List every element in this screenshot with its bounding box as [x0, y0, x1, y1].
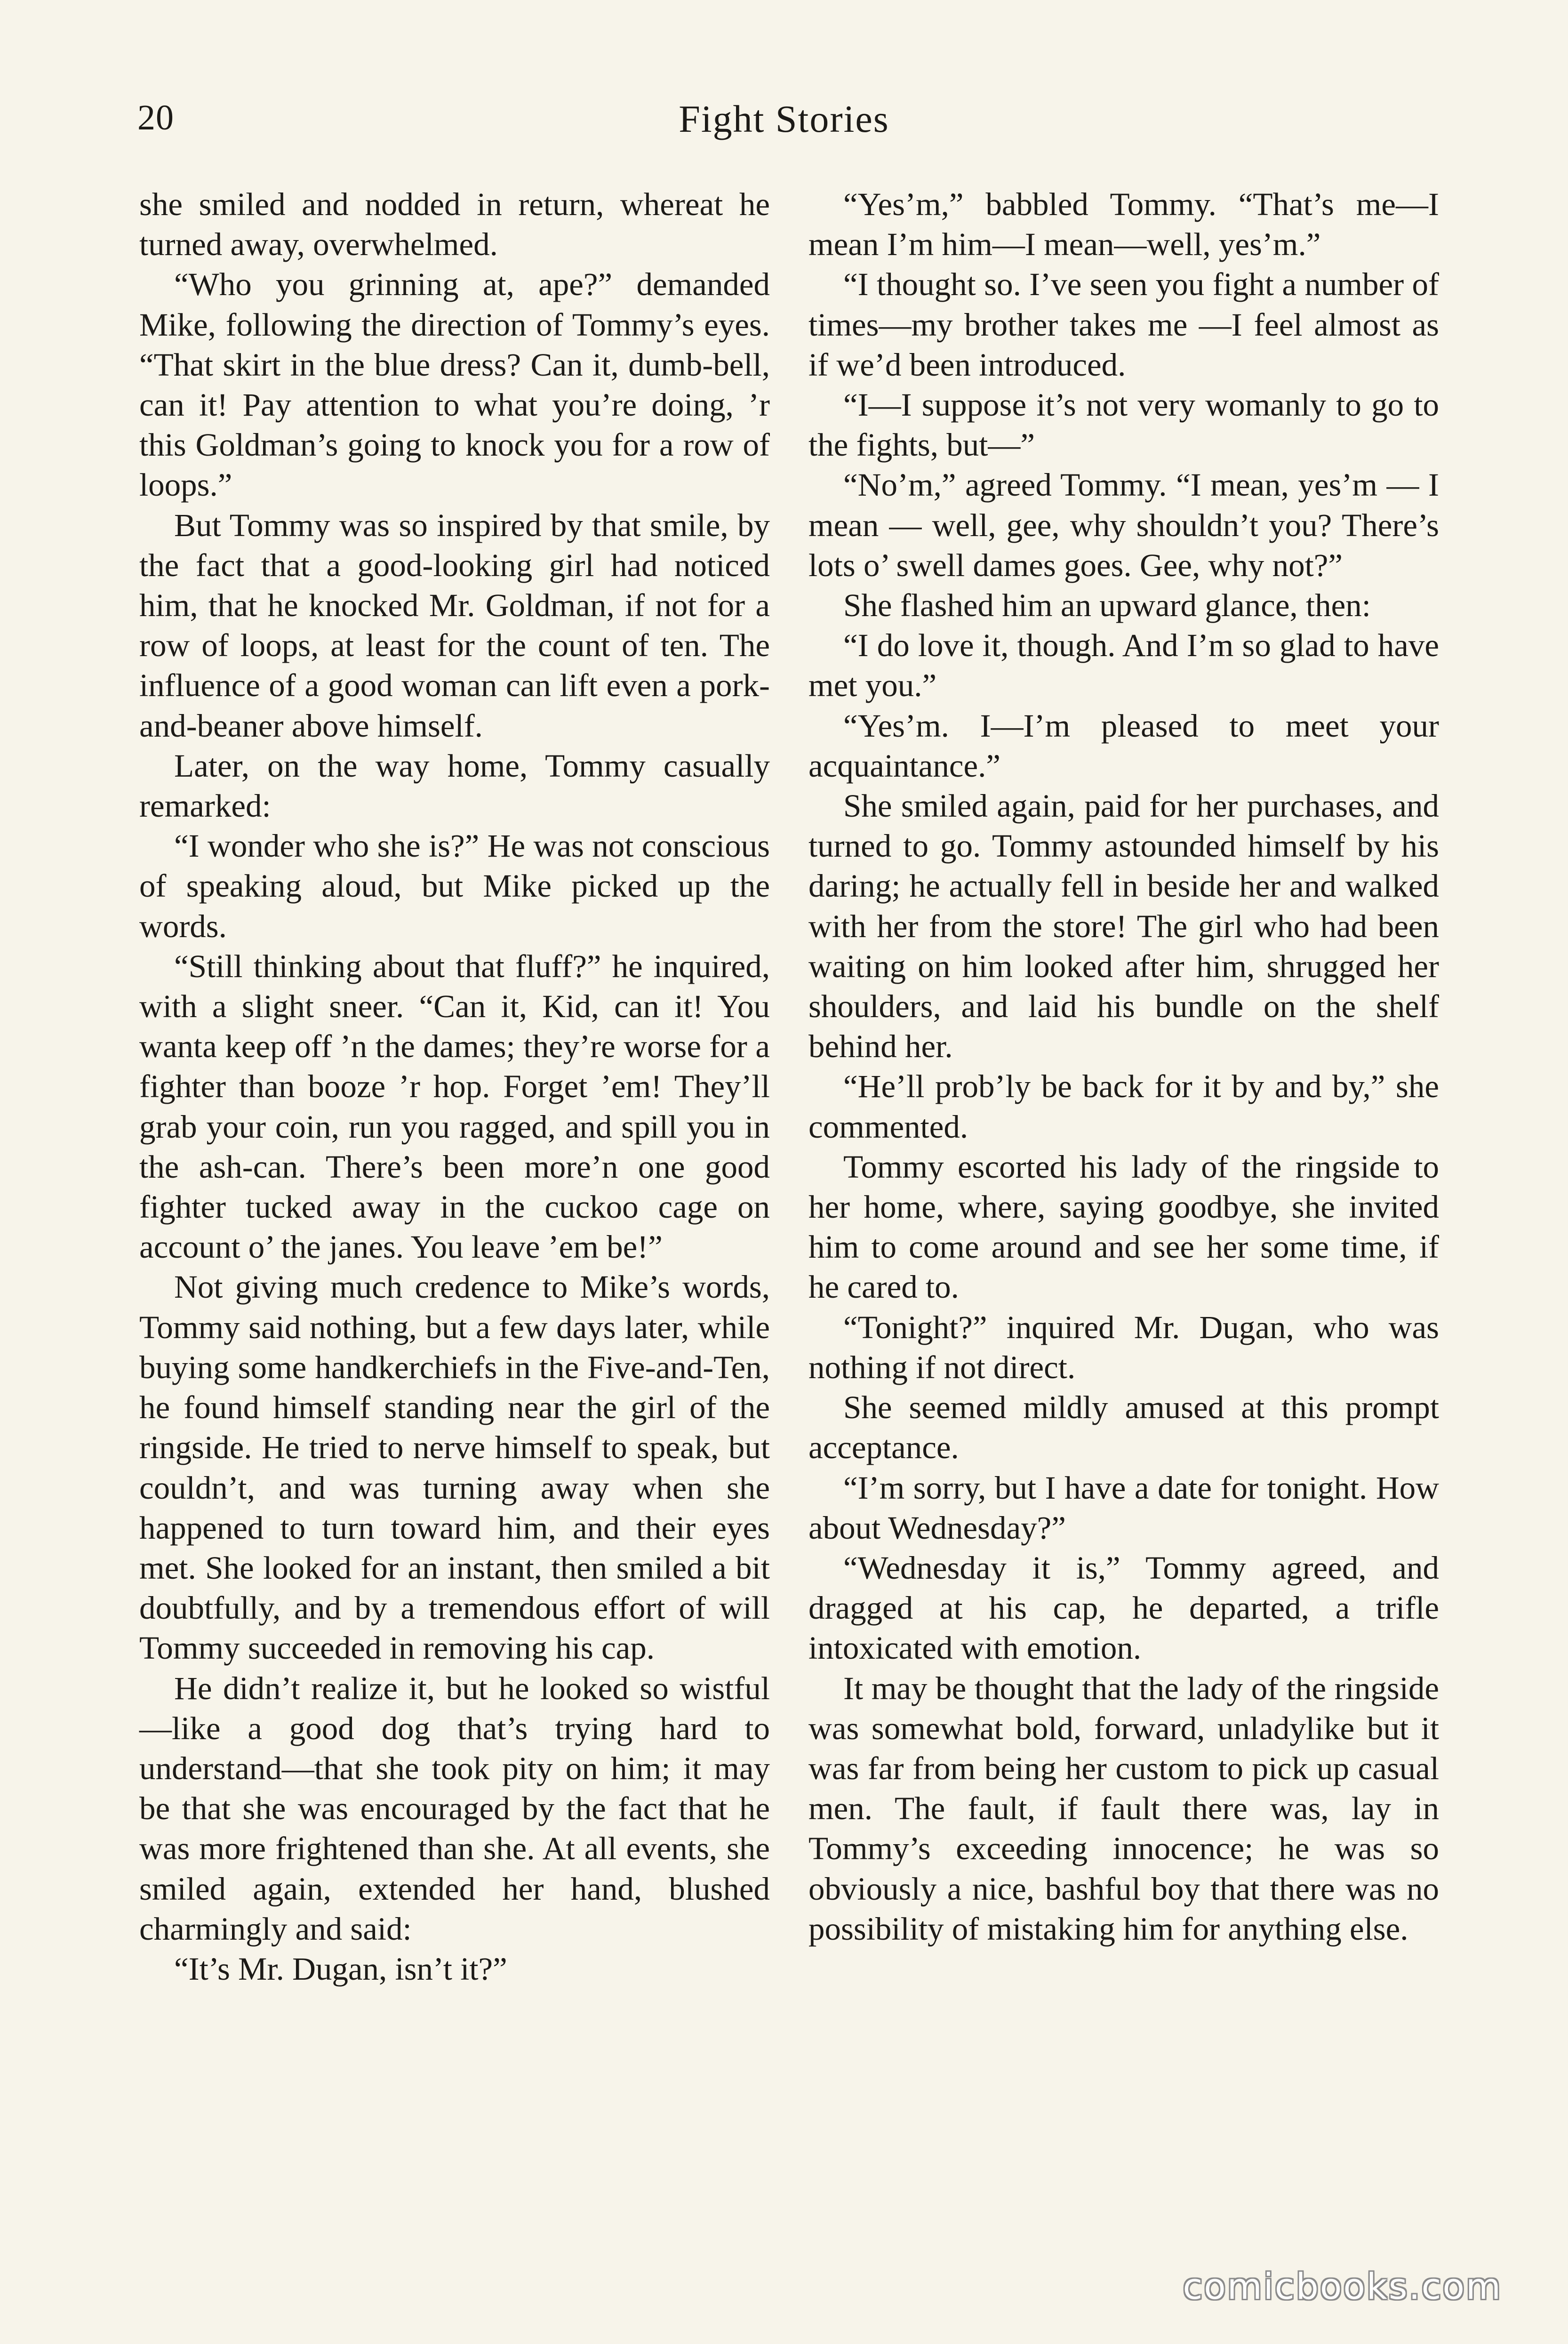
watermark-logo: comicbooks.com	[1183, 2265, 1502, 2307]
paragraph: “I do love it, though. And I’m so glad to have met you.”	[808, 627, 1439, 704]
paragraph: “Yes’m,” babbled Tommy. “That’s me—I mean I’m him—I mean—well, yes’m.”	[808, 186, 1439, 263]
paragraph: “I—I suppose it’s not very womanly to go to the fights, but—”	[808, 387, 1439, 463]
paragraph: “He’ll prob’ly be back for it by and by,” she commented.	[808, 1068, 1439, 1145]
paragraph: “No’m,” agreed Tommy. “I mean, yes’m — I mean — well, gee, why shouldn’t you? There’s lots o’ swell dames goes. Gee, why not?”	[808, 467, 1439, 583]
right-column	[808, 185, 1439, 1949]
paragraph: “Still thinking about that fluff?” he inquired, with a slight sneer. “Can it, Kid, can it! You wanta keep off ’n the dames; they’re worse for a fighter than booze ’r hop. Forget ’em! They’ll grab your coin, run you ragged, and spill you in the ash-can. There’s been more’n one good fighter tucked away in the cuckoo cage on account o’ the janes. You leave ’em be!”	[139, 948, 770, 1265]
paragraph: “I wonder who she is?” He was not conscious of speaking aloud, but Mike picked up the words.	[139, 828, 770, 944]
paragraph: She smiled again, paid for her purchases, and turned to go. Tommy astounded himself by his daring; he actually fell in beside her and walked with her from the store! The girl who had been waiting on him looked after him, shrugged her shoulders, and laid his bundle on the shelf behind her.	[808, 788, 1439, 1065]
paragraph: But Tommy was so inspired by that smile, by the fact that a good-looking girl had noticed him, that he knocked Mr. Goldman, if not for a row of loops, at least for the count of ten. The influence of a good woman can lift even a pork-and-beaner above himself.	[139, 507, 770, 744]
paragraph: “I’m sorry, but I have a date for tonight. How about Wednesday?”	[808, 1469, 1439, 1546]
paragraph: “Tonight?” inquired Mr. Dugan, who was nothing if not direct.	[808, 1309, 1439, 1385]
left-column	[139, 185, 770, 1989]
paragraph: Tommy escorted his lady of the ringside to her home, where, saying goodbye, she invited him to come around and see her some time, if he cared to.	[808, 1148, 1439, 1305]
paragraph: He didn’t realize it, but he looked so wistful—like a good dog that’s trying hard to understand—that she took pity on him; it may be that she was encouraged by the fact that he was more frightened than she. At all events, she smiled again, extended her hand, blushed charmingly and said:	[139, 1670, 770, 1947]
paragraph: She seemed mildly amused at this prompt acceptance.	[808, 1389, 1439, 1466]
page-number: 20	[137, 98, 174, 137]
paragraph: “I thought so. I’ve seen you fight a number of times—my brother takes me —I feel almost as if we’d been introduced.	[808, 266, 1439, 383]
paragraph: Later, on the way home, Tommy casually remarked:	[139, 747, 770, 824]
paragraph: She flashed him an upward glance, then:	[843, 587, 1371, 624]
paragraph: “It’s Mr. Dugan, isn’t it?”	[174, 1951, 507, 1987]
paragraph: Not giving much credence to Mike’s words, Tommy said nothing, but a few days later, while buying some handkerchiefs in the Five-and-Ten, he found himself standing near the girl of the ringside. He tried to nerve himself to speak, but couldn’t, and was turning away when she happened to turn toward him, and their eyes met. She looked for an instant, then smiled a bit doubtfully, and by a tremendous effort of will Tommy succeeded in removing his cap.	[139, 1269, 770, 1666]
paragraph: It may be thought that the lady of the ringside was somewhat bold, forward, unladylike but it was far from being her custom to pick up casual men. The fault, if fault there was, lay in Tommy’s exceeding innocence; he was so obviously a nice, bashful boy that there was no possibility of mistaking him for anything else.	[808, 1670, 1439, 1947]
paragraph: “Wednesday it is,” Tommy agreed, and dragged at his cap, he departed, a trifle intoxicated with emotion.	[808, 1549, 1439, 1666]
paragraph: “Who you grinning at, ape?” demanded Mike, following the direction of Tommy’s eyes. “That skirt in the blue dress? Can it, dumb-bell, can it! Pay attention to what you’re doing, ’r this Goldman’s going to knock you for a row of loops.”	[139, 266, 770, 503]
paragraph: she smiled and nodded in return, whereat he turned away, overwhelmed.	[139, 186, 770, 263]
paragraph: “Yes’m. I—I’m pleased to meet your acquaintance.”	[808, 707, 1439, 784]
running-head-title: Fight Stories	[679, 97, 889, 140]
